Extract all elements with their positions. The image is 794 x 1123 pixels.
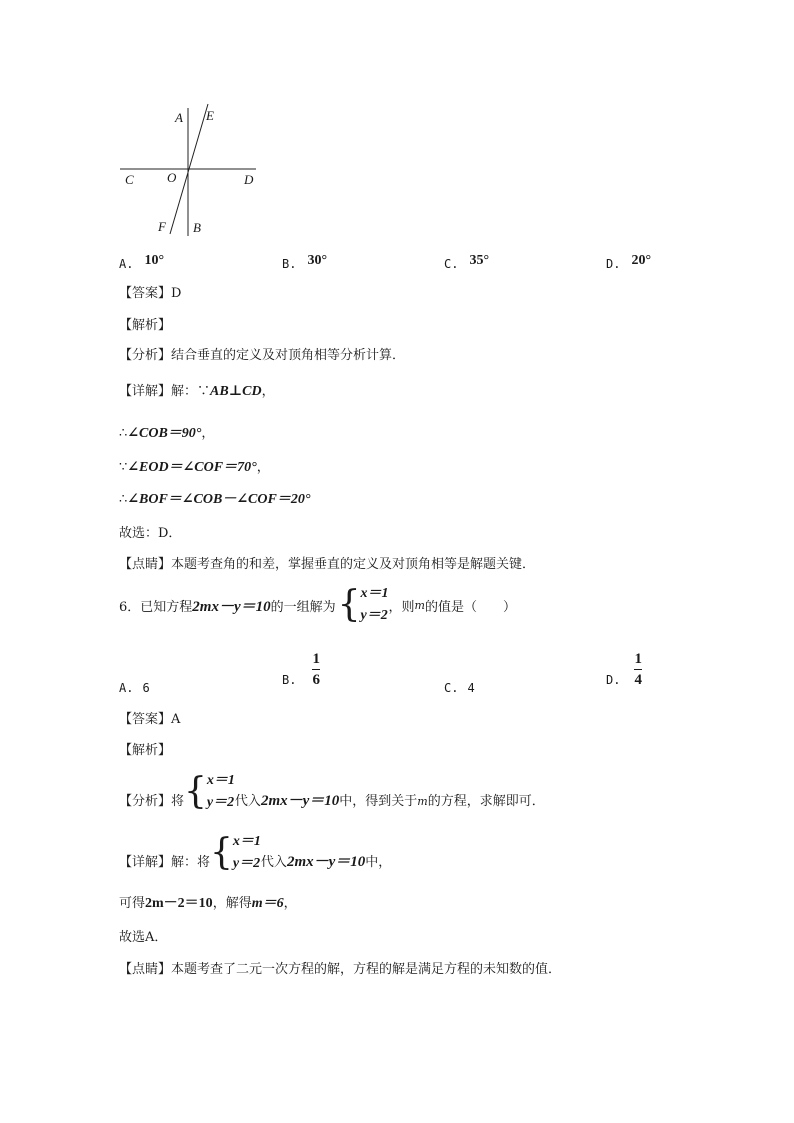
q5-step-1 bbox=[119, 422, 214, 442]
left-brace: { bbox=[184, 771, 207, 812]
stem-suffix: ，则 bbox=[388, 599, 415, 615]
system-x: x＝1 bbox=[232, 834, 261, 849]
kede-end: ， bbox=[283, 896, 297, 911]
option-letter: A. bbox=[119, 257, 134, 271]
kede-prefix: 可得 bbox=[119, 896, 146, 911]
label-e: E bbox=[206, 108, 214, 123]
q5-fenxi: 【分析】结合垂直的定义及对顶角相等分析计算． bbox=[119, 348, 406, 363]
label-f: F bbox=[158, 219, 166, 234]
q5-option-b bbox=[282, 249, 327, 271]
detail-equation: 2mx－y＝10 bbox=[286, 853, 366, 870]
fraction-numerator: 1 bbox=[312, 651, 320, 667]
option-letter: C. bbox=[444, 257, 459, 271]
because-symbol: ∵ bbox=[119, 460, 128, 475]
q5-option-a bbox=[119, 249, 164, 271]
fraction-bar bbox=[312, 669, 320, 670]
detail-prefix: 【详解】解：将 bbox=[119, 854, 211, 870]
stem-equation: 2mx－y＝10 bbox=[192, 598, 271, 615]
option-letter: D. bbox=[606, 673, 621, 687]
fenxi-suffix: 中，得到关于 bbox=[339, 793, 418, 809]
detail-end: 中， bbox=[365, 854, 392, 870]
step-suffix: ， bbox=[256, 460, 270, 475]
fraction-denominator: 4 bbox=[634, 672, 642, 688]
step-suffix: ， bbox=[201, 426, 215, 441]
system-x: x＝1 bbox=[360, 586, 389, 601]
fenxi-equation: 2mx－y＝10 bbox=[260, 792, 340, 809]
option-value: 30° bbox=[307, 253, 328, 268]
fenxi-end: 的方程，求解即可． bbox=[427, 793, 545, 809]
q6-detail bbox=[119, 831, 391, 875]
q5-analysis-heading: 【解析】 bbox=[119, 318, 172, 333]
fraction bbox=[312, 650, 320, 689]
q5-option-d bbox=[606, 249, 651, 271]
q6-option-b bbox=[282, 650, 320, 689]
equation-system bbox=[361, 583, 389, 627]
stem-end: 的值是（ ） bbox=[424, 599, 516, 615]
detail-expression: AB⊥CD bbox=[210, 384, 262, 399]
fraction bbox=[634, 650, 642, 689]
q5-option-c bbox=[444, 249, 489, 271]
therefore-symbol: ∴ bbox=[119, 426, 128, 441]
label-b: B bbox=[193, 220, 201, 235]
q5-answer: 【答案】D bbox=[119, 286, 182, 301]
option-value: 4 bbox=[467, 681, 475, 695]
fraction-bar bbox=[634, 669, 642, 670]
q6-fenxi bbox=[119, 770, 545, 814]
stem-mid: 的一组解为 bbox=[270, 599, 336, 615]
q5-choice: 故选：D． bbox=[119, 526, 182, 541]
q6-option-d bbox=[606, 650, 642, 689]
system-y: y＝2 bbox=[360, 608, 388, 623]
fenxi-prefix: 【分析】将 bbox=[119, 793, 185, 809]
system-y: y＝2 bbox=[232, 856, 261, 871]
equation-system bbox=[233, 831, 261, 875]
option-letter: B. bbox=[282, 257, 297, 271]
geometry-figure bbox=[110, 98, 270, 238]
option-letter: C. bbox=[444, 681, 459, 695]
fenxi-variable: m bbox=[417, 794, 428, 808]
step-expression: ∠EOD＝∠COF＝70° bbox=[127, 460, 257, 475]
q6-stem bbox=[119, 583, 516, 627]
left-brace: { bbox=[210, 832, 233, 873]
q5-detail-line bbox=[119, 380, 275, 400]
kede-result: m＝6 bbox=[251, 896, 284, 911]
fraction-denominator: 6 bbox=[312, 672, 320, 688]
label-o: O bbox=[167, 170, 177, 185]
q6-dianjing: 【点睛】本题考查了二元一次方程的解，方程的解是满足方程的未知数的值． bbox=[119, 962, 562, 977]
q6-analysis-heading: 【解析】 bbox=[119, 743, 172, 758]
option-value: 35° bbox=[469, 253, 490, 268]
step-expression: ∠BOF＝∠COB－∠COF＝20° bbox=[127, 492, 311, 507]
label-c: C bbox=[125, 172, 134, 187]
q6-kede bbox=[119, 892, 297, 912]
system-x: x＝1 bbox=[206, 773, 235, 788]
option-value: 6 bbox=[142, 681, 150, 695]
left-brace: { bbox=[337, 584, 361, 625]
step-expression: ∠COB＝90° bbox=[127, 426, 202, 441]
stem-prefix: 6．已知方程 bbox=[119, 599, 193, 615]
kede-equation: 2m－2＝10 bbox=[145, 896, 213, 911]
fenxi-mid: 代入 bbox=[234, 793, 261, 809]
q6-answer: 【答案】A bbox=[119, 712, 181, 727]
stem-variable: m bbox=[414, 598, 425, 612]
option-letter: B. bbox=[282, 673, 297, 687]
option-value: 20° bbox=[631, 253, 652, 268]
q5-step-2 bbox=[119, 456, 270, 476]
q6-choice: 故选A． bbox=[119, 930, 168, 945]
q6-option-c bbox=[444, 677, 475, 696]
therefore-symbol: ∴ bbox=[119, 492, 128, 507]
option-letter: A. bbox=[119, 681, 134, 695]
detail-suffix: ， bbox=[261, 384, 275, 399]
system-y: y＝2 bbox=[206, 795, 235, 810]
q5-step-3 bbox=[119, 488, 310, 508]
detail-mid: 代入 bbox=[260, 854, 287, 870]
fraction-numerator: 1 bbox=[634, 651, 642, 667]
q6-option-a bbox=[119, 677, 150, 696]
detail-prefix: 【详解】解：∵ bbox=[119, 384, 211, 399]
label-a: A bbox=[175, 110, 183, 125]
kede-mid: ，解得 bbox=[212, 896, 252, 911]
option-letter: D. bbox=[606, 257, 621, 271]
label-d: D bbox=[244, 172, 254, 187]
option-value: 10° bbox=[144, 253, 165, 268]
q5-dianjing: 【点睛】本题考查角的和差，掌握垂直的定义及对顶角相等是解题关键． bbox=[119, 557, 536, 572]
equation-system bbox=[207, 770, 235, 814]
